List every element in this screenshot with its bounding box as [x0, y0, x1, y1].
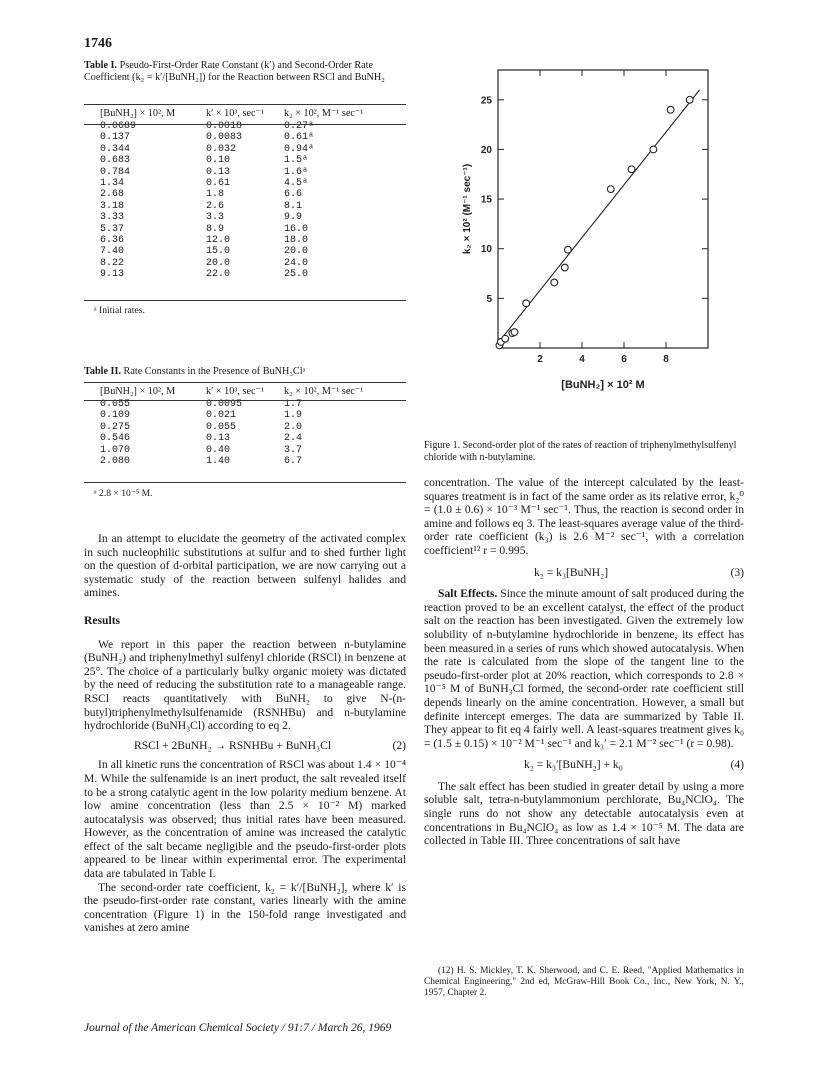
table1-row	[100, 235, 363, 246]
table1-cell: 1.8	[206, 189, 225, 201]
equation-3	[534, 566, 744, 580]
journal-footer: Journal of the American Chemical Society / 91:7 / March 26, 1969	[84, 1022, 392, 1034]
table2-cell: 0.546	[100, 433, 131, 445]
equation-2-body: RSCl + 2BuNH₂ → RSNHBu + BuNH₃Cl	[134, 738, 332, 752]
table1-row	[100, 144, 363, 155]
table1-row	[100, 132, 363, 143]
table1-row	[100, 121, 363, 132]
table2-cell: 0.109	[100, 410, 131, 422]
table2-top-rule	[84, 382, 406, 383]
table2-row	[100, 410, 363, 421]
left-column-text	[84, 532, 406, 935]
table1-cell: 0.27ᵃ	[284, 121, 315, 132]
x-tick-label: 4	[579, 354, 585, 365]
table1-cell: 22.0	[206, 269, 231, 281]
table1-header-row	[100, 108, 363, 121]
equation-4	[524, 758, 744, 772]
table1-row	[100, 269, 363, 280]
table1-cell: 0.94ᵃ	[284, 143, 315, 155]
table2-caption	[84, 366, 406, 378]
table1-header-col1: [BuNH₂] × 10², M	[100, 108, 176, 119]
table1-row	[100, 212, 363, 223]
table1-cell: 9.9	[284, 212, 303, 224]
equation-4-body: k₂ = k₃′[BuNH₂] + k₀	[524, 758, 623, 772]
data-point	[561, 264, 568, 271]
table1-cell: 0.032	[206, 143, 237, 155]
table2-cell: 1.070	[100, 444, 131, 456]
salt-effects-body: Since the minute amount of salt produced during the reaction proved to be an excellent catalyst, the effect of the product salt on the reaction has been investigated. Given the extremely low solubility of n-butylamine hydrochloride in benzene, its effect has been measured in a series of runs which showed autocatalysis. When the rate is calculated from the slope of the tangent line to the pseudo-first-order plot at 20% reaction, which corresponds to 2.8 × 10⁻⁵ M of BuNH₃Cl formed, the second-order rate coefficient still depends linearly on the amine concentration. However, a small but definite intercept emerges. The data are summarized by Table II. They appear to fit eq 4 fairly well. A least-squares treatment gives k₀ = (1.5 ± 0.15) × 10⁻² M⁻¹ sec⁻¹ and k₃′ = 2.1 M⁻² sec⁻¹ (r = 0.98).	[424, 587, 744, 750]
table1-header-col3: k₂ × 10², M⁻¹ sec⁻¹	[284, 108, 364, 119]
table1-cell: 0.10	[206, 155, 231, 167]
table1-cell: 0.13	[206, 166, 231, 178]
table1-cell: 25.0	[284, 269, 309, 281]
table1-cell: 0.683	[100, 155, 131, 167]
table1-cell: 8.22	[100, 257, 125, 269]
table1-row	[100, 167, 363, 178]
table1-cell: 0.61	[206, 178, 231, 190]
table1-cell: 0.784	[100, 166, 131, 178]
table1-row	[100, 258, 363, 269]
y-tick-label: 15	[480, 194, 492, 206]
table1-caption-text: Pseudo-First-Order Rate Constant (k′) and Second-Order Rate Coefficient (k₂ = k′/[BuNH₂]) for the Reaction between RSCl and BuNH₂	[84, 60, 385, 83]
data-point	[667, 106, 674, 113]
results-paragraph-1: We report in this paper the reaction between n-butylamine (BuNH₂) and triphenylmethyl sulfenyl chloride (RSCl) in benzene at 25°. The choice of a particularly bulky organic moiety was dictated by the need of reducing the substitution rate to a manageable range. RSCl reacts quantitatively with BuNH₂ to give N-(n-butyl)triphenylmethylsulfenamide (RSNHBu) and n-butylamine hydrochloride (BuNH₃Cl) according to eq 2.	[84, 637, 406, 733]
table1-cell: 8.9	[206, 223, 225, 235]
table1-row	[100, 155, 363, 166]
table1-top-rule	[84, 104, 406, 105]
table1-cell: 0.0018	[206, 121, 243, 132]
table1-cell: 24.0	[284, 257, 309, 269]
table1-row	[100, 201, 363, 212]
table2-row	[100, 433, 363, 444]
right-column-text	[424, 476, 744, 848]
results-heading: Results	[84, 613, 121, 627]
table1-cell: 4.5ᵃ	[284, 178, 309, 190]
table2-cell: 0.40	[206, 444, 231, 456]
data-point	[511, 329, 518, 336]
data-point	[628, 166, 635, 173]
results-paragraph-3: The second-order rate coefficient, k₂ = k′/[BuNH₂], where k′ is the pseudo-first-order rate constant, varies linearly with the amine concentration (Figure 1) in the 150-fold range investigated and vanishes at zero amine	[84, 880, 406, 935]
page-number: 1746	[84, 36, 112, 51]
table2-cell: 0.055	[206, 421, 237, 433]
figure-1-chart	[452, 60, 752, 420]
table1-row	[100, 178, 363, 189]
right-paragraph-1: concentration. The value of the intercept calculated by the least-squares treatment is in fact of the same order as its relative error, k₂⁰ = (1.0 ± 0.6) × 10⁻³ M⁻¹ sec⁻¹. Thus, the reaction is second order in amine and follows eq 3. The least-squares average value of the third-order rate coefficient (k₃) is 2.6 M⁻² sec⁻¹, with a correlation coefficient¹² r = 0.995.	[424, 476, 744, 557]
data-point	[551, 279, 558, 286]
table1-cell: 3.3	[206, 212, 225, 224]
table1-cell: 1.5ᵃ	[284, 155, 309, 167]
table1-cell: 5.37	[100, 223, 125, 235]
table1-cell: 20.0	[206, 257, 231, 269]
table2-cell: 1.7	[284, 399, 303, 410]
table1-cell: 15.0	[206, 246, 231, 258]
table1-cell: 0.0083	[206, 132, 243, 144]
table1-footnote: ᵃ Initial rates.	[94, 305, 145, 316]
table2-header-row	[100, 386, 363, 399]
plot-group	[462, 70, 708, 391]
table2-caption-label: Table II.	[84, 366, 121, 377]
data-point	[565, 246, 572, 253]
table2-header-col1: [BuNH₂] × 10², M	[100, 386, 176, 397]
table2-cell: 0.021	[206, 410, 237, 422]
x-axis-label: [BuNH₂] × 10² M	[561, 379, 645, 391]
table2-cell: 1.9	[284, 410, 303, 422]
salt-effects-heading: Salt Effects.	[438, 587, 498, 601]
data-point	[502, 335, 509, 342]
table1-cell: 3.33	[100, 212, 125, 224]
table1-header-rule	[84, 124, 406, 125]
table1-cell: 9.13	[100, 269, 125, 281]
table1-cell: 1.6ᵃ	[284, 166, 309, 178]
data-point	[686, 96, 693, 103]
table1-caption-label: Table I.	[84, 60, 118, 71]
table2-cell: 0.0095	[206, 399, 243, 410]
plot-frame	[498, 70, 708, 348]
table2-cell: 2.080	[100, 456, 131, 468]
table1-cell: 7.40	[100, 246, 125, 258]
table2-cell: 3.7	[284, 444, 303, 456]
table1-cell: 16.0	[284, 223, 309, 235]
table1-cell: 2.68	[100, 189, 125, 201]
table1-cell: 6.36	[100, 235, 125, 247]
table2-cell: 0.13	[206, 433, 231, 445]
table1-cell: 18.0	[284, 235, 309, 247]
intro-paragraph: In an attempt to elucidate the geometry of the activated complex in such nucleophilic substitutions at sulfur and to shed further light on the question of d-orbital participation, we are now carrying out a systematic study of the reaction between sulfenyl halides and amines.	[84, 532, 406, 600]
x-tick-label: 2	[537, 354, 543, 365]
table1-cell: 0.137	[100, 132, 131, 144]
table1-cell: 0.344	[100, 143, 131, 155]
table1	[100, 108, 363, 281]
table2-header-col2: k′ × 10³, sec⁻¹	[206, 386, 264, 397]
table2-row	[100, 422, 363, 433]
table2-grid	[100, 386, 363, 467]
table2-caption-text: Rate Constants in the Presence of BuNH₃Clᵃ	[123, 366, 306, 377]
data-point	[650, 146, 657, 153]
y-tick-label: 20	[480, 144, 492, 156]
table1-row	[100, 189, 363, 200]
table2-header-rule	[84, 400, 406, 401]
equation-3-number: (3)	[730, 565, 744, 579]
table1-bottom-rule	[84, 300, 406, 301]
table1-cell: 8.1	[284, 200, 303, 212]
table1-cell: 12.0	[206, 235, 231, 247]
table1-cell: 1.34	[100, 178, 125, 190]
table1-cell: 0.61ᵃ	[284, 132, 315, 144]
table2	[100, 386, 363, 467]
table1-cell: 2.6	[206, 200, 225, 212]
equation-2-number: (2)	[392, 738, 406, 752]
data-point	[607, 186, 614, 193]
x-tick-label: 6	[621, 354, 627, 365]
table2-header-col3: k₂ × 10², M⁻¹ sec⁻¹	[284, 386, 364, 397]
table1-header-col2: k′ × 10³, sec⁻¹	[206, 108, 264, 119]
table1-cell: 0.0689	[100, 121, 137, 132]
table1-grid	[100, 108, 363, 281]
equation-3-body: k₂ = k₃[BuNH₂]	[534, 565, 609, 579]
x-tick-label: 8	[663, 354, 669, 365]
figure-1-caption: Figure 1. Second-order plot of the rates of reaction of triphenylmethylsulfenyl chloride with n-butylamine.	[424, 440, 737, 463]
y-axis-label: k₂ × 10² (M⁻¹ sec⁻¹)	[462, 163, 473, 255]
table1-row	[100, 246, 363, 257]
salt-effects-paragraph-1	[424, 587, 744, 750]
table2-row	[100, 445, 363, 456]
table2-cell: 0.055	[100, 399, 131, 410]
table2-row	[100, 456, 363, 467]
table1-caption	[84, 60, 406, 84]
table2-cell: 2.4	[284, 433, 303, 445]
data-point	[523, 300, 530, 307]
table2-cell: 2.0	[284, 421, 303, 433]
table1-cell: 6.6	[284, 189, 303, 201]
table2-cell: 0.275	[100, 421, 131, 433]
table1-cell: 3.18	[100, 200, 125, 212]
y-tick-label: 5	[486, 293, 492, 305]
equation-4-number: (4)	[730, 758, 744, 772]
table2-footnote: ᵃ 2.8 × 10⁻⁵ M.	[94, 488, 153, 499]
table2-bottom-rule	[84, 482, 406, 483]
table1-cell: 20.0	[284, 246, 309, 258]
results-paragraph-2: In all kinetic runs the concentration of RSCl was about 1.4 × 10⁻⁴ M. While the sulfenamide is an inert product, the salt revealed itself to be a strong catalytic agent in the low polarity medium benzene. At low amine concentration (less than 2.5 × 10⁻² M) marked autocatalysis was observed; thus initial rates have been measured. However, as the concentration of amine was increased the catalytic effect of the salt became negligible and the pseudo-first-order plots appeared to be linear within experimental error. The experimental data are tabulated in Table I.	[84, 758, 406, 881]
salt-effects-paragraph-2: The salt effect has been studied in greater detail by using a more soluble salt, tetra-n-butylammonium perchlorate, Bu₄NClO₄. The single runs do not show any detectable autocatalysis even at concentrations in Bu₄NClO₄ as low as 1.4 × 10⁻⁵ M. The data are collected in Table III. Three concentrations of salt have	[424, 779, 744, 848]
table1-row	[100, 224, 363, 235]
table2-cell: 1.40	[206, 456, 231, 468]
y-tick-label: 25	[480, 95, 492, 107]
equation-2	[134, 739, 406, 753]
reference-12: (12) H. S. Mickley, T. K. Sherwood, and C. E. Reed, "Applied Mathematics in Chemical Engineering," 2nd ed, McGraw-Hill Book Co., Inc., New York, N. Y., 1957, Chapter 2.	[424, 966, 744, 998]
table2-cell: 6.7	[284, 456, 303, 468]
y-tick-label: 10	[480, 244, 492, 256]
